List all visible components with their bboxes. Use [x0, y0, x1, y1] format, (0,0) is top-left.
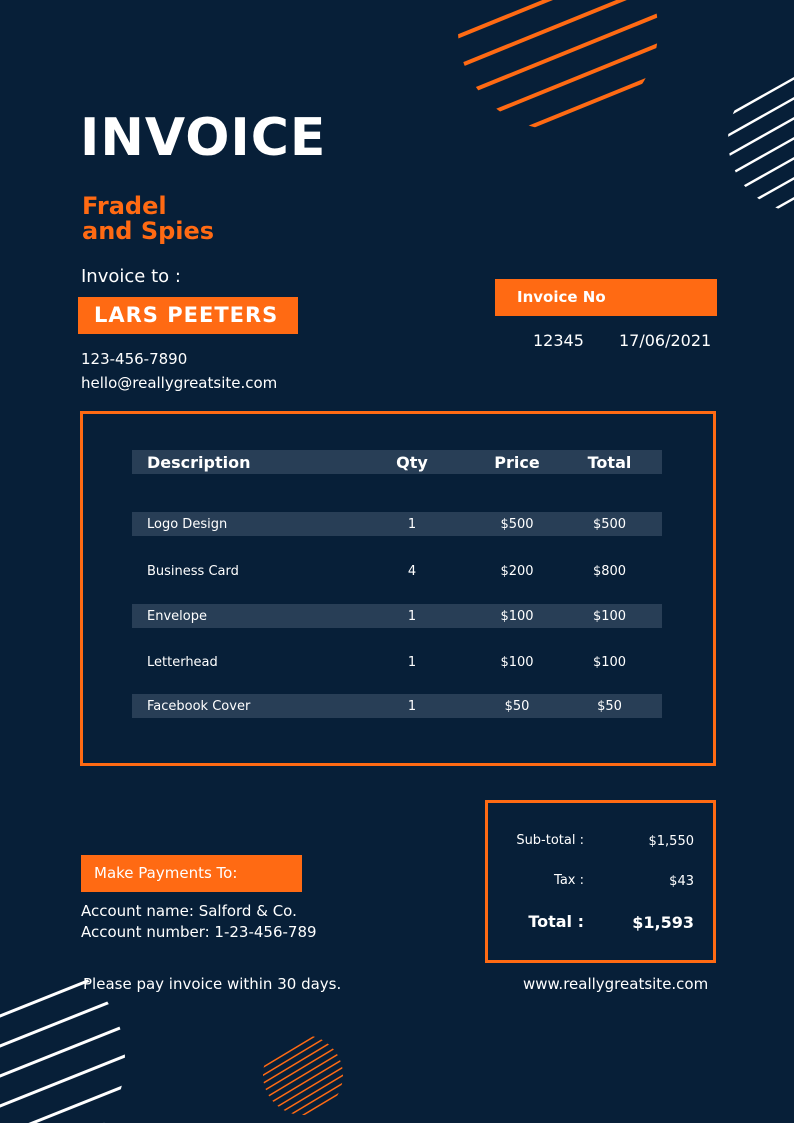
company-name-line1: Fradel — [82, 192, 167, 220]
invoice-number-label: Invoice No — [495, 279, 717, 316]
item-description: Facebook Cover — [147, 698, 251, 714]
item-description: Logo Design — [147, 516, 228, 532]
client-phone: 123-456-7890 — [81, 350, 188, 368]
item-description: Envelope — [147, 608, 207, 624]
website-link[interactable]: www.reallygreatsite.com — [523, 975, 709, 993]
item-total: $800 — [592, 563, 627, 579]
item-total: $100 — [592, 654, 627, 670]
item-qty: 4 — [407, 563, 417, 579]
company-name — [82, 194, 214, 244]
table-row — [132, 559, 662, 583]
item-price: $100 — [500, 608, 534, 624]
white-stripes-right — [720, 30, 794, 260]
orange-stripes-bottom — [250, 1015, 350, 1123]
item-qty: 1 — [407, 654, 417, 670]
client-name: LARS PEETERS — [78, 297, 298, 334]
payment-terms-note: Please pay invoice within 30 days. — [83, 975, 342, 993]
total-value: $1,593 — [632, 913, 694, 932]
company-name-line2: and Spies — [82, 217, 215, 245]
header-description: Description — [147, 452, 251, 472]
account-number: Account number: 1-23-456-789 — [81, 923, 317, 941]
item-total: $100 — [592, 608, 627, 624]
orange-stripes-top — [400, 0, 720, 270]
item-price: $100 — [500, 654, 534, 670]
client-email: hello@reallygreatsite.com — [81, 374, 278, 392]
item-total: $50 — [597, 698, 622, 714]
invoice-to-label: Invoice to : — [81, 266, 181, 287]
account-name: Account name: Salford & Co. — [81, 902, 297, 920]
tax-label: Tax : — [554, 873, 584, 888]
item-qty: 1 — [407, 698, 417, 714]
payment-label: Make Payments To: — [81, 855, 302, 892]
item-total: $500 — [592, 516, 627, 532]
invoice-date: 17/06/2021 — [619, 331, 712, 350]
item-price: $500 — [500, 516, 534, 532]
item-qty: 1 — [407, 516, 417, 532]
table-row — [132, 604, 662, 628]
item-price: $200 — [500, 563, 534, 579]
subtotal-label: Sub-total : — [516, 833, 584, 848]
item-description: Business Card — [147, 563, 239, 579]
table-header-row — [132, 450, 662, 474]
item-price: $50 — [504, 698, 530, 714]
invoice-number: 12345 — [533, 331, 584, 350]
header-price: Price — [494, 452, 540, 472]
table-row — [132, 512, 662, 536]
tax-value: $43 — [669, 874, 694, 889]
header-total: Total — [587, 452, 632, 472]
table-row — [132, 694, 662, 718]
subtotal-value: $1,550 — [648, 834, 694, 849]
invoice-title: INVOICE — [80, 108, 327, 168]
header-qty: Qty — [396, 452, 428, 472]
total-label: Total : — [528, 912, 584, 931]
item-qty: 1 — [407, 608, 417, 624]
item-description: Letterhead — [147, 654, 218, 670]
table-row — [132, 650, 662, 674]
